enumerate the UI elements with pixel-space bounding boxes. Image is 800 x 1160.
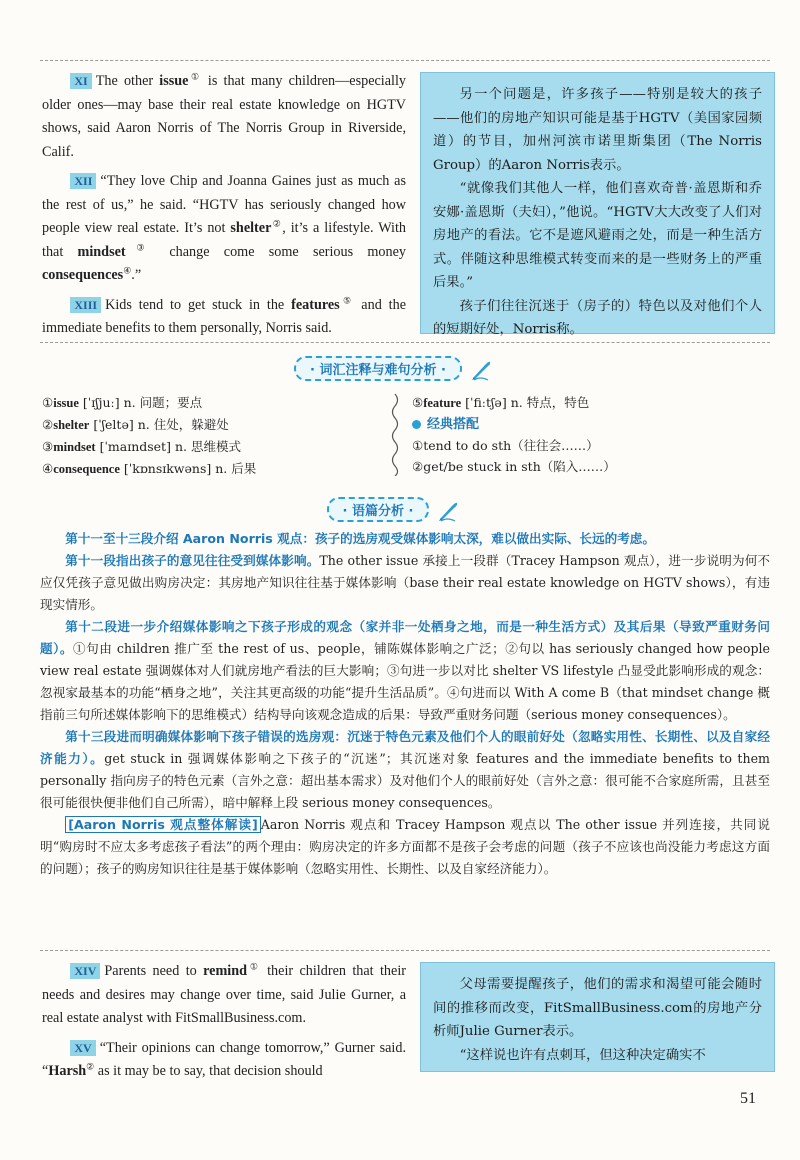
translation-paragraph: 另一个问题是，许多孩子——特别是较大的孩子——他们的房地产知识可能是基于HGTV（美国家园频道）的节目，加州河滨市诺里斯集团（The Norris Group）的Aaron Norris表示。 (433, 87, 762, 173)
vocab-item: ⑤feature [ˈfiːtʃə] n. 特点，特色 (412, 395, 590, 410)
para-number: XIII (70, 297, 101, 313)
analysis-paragraph: [Aaron Norris 观点整体解读] Aaron Norris 观点和 Tracey Hampson 观点以 The other issue 并列连接，共同说明“购房时不应太多考虑孩子看法”的两个理由：购房决定的许多方面都不是孩子会考虑的问题（孩子不应该也尚没能力考虑这方面的问题）；孩子的购房知识往往是基于媒体影响（忽略实用性、长期性、以及自家经济能力）。 (40, 817, 770, 876)
interpretation-tag: [Aaron Norris 观点整体解读] (65, 816, 261, 833)
paragraph-12: XII “They love Chip and Joanna Gaines just as much as the rest of us,” he said. “HGTV has seriously changed how people view real estate. It’s not shelter②, it’s a lifestyle. With that mindset③ change come some serious money consequences④.” (42, 173, 407, 283)
vocab-item: ④consequence [ˈkɒnsɪkwəns] n. 后果 (42, 461, 257, 476)
english-passage-bottom (42, 960, 406, 1090)
translation-paragraph: “就像我们其他人一样，他们喜欢奇普·盖恩斯和乔安娜·盖恩斯（夫妇），”他说。“HGTV大大改变了人们对房地产的看法。它不是遮风避雨之处，而是一种生活方式。伴随这种思维模式转变而来的是一些财务上的严重后果。” (433, 181, 762, 290)
analysis-paragraph: 第十一段指出孩子的意见往往受到媒体影响。The other issue 承接上一段群（Tracey Hampson 观点），进一步说明为何不应仅凭孩子意见做出购房决定：其房地产知识往往基于媒体影响（base their real estate knowledge on HGTV shows），有违现实情形。 (40, 553, 771, 612)
collocation-heading: 经典搭配 (412, 414, 616, 435)
vocab-item: ①issue [ˈɪʃjuː] n. 问题；要点 (42, 395, 203, 410)
top-divider (40, 60, 770, 61)
section-divider (40, 950, 770, 951)
vocab-list-right (412, 392, 616, 477)
paragraph-15: XV “Their opinions can change tomorrow,” Gurner said. “Harsh② as it may be to say, that decision should (42, 1039, 406, 1079)
vocab-item: ③mindset [ˈmaɪndset] n. 思维模式 (42, 439, 241, 454)
para-number: XII (70, 173, 96, 189)
paragraph-14: XIV Parents need to remind① their children that their needs and desires may change over time, said Julie Gurner, a real estate analyst with FitSmallBusiness.com. (42, 961, 406, 1026)
vocab-list-left (42, 392, 256, 480)
vocab-item: ②shelter [ˈʃeltə] n. 住处，躲避处 (42, 417, 229, 432)
para-number: XI (70, 73, 91, 89)
analysis-heading: 第十一至十三段介绍 Aaron Norris 观点：孩子的选房观受媒体影响太深，难以做出实际、长远的考虑。 (65, 531, 655, 546)
para-number: XV (70, 1040, 95, 1056)
translation-box-top (420, 72, 775, 337)
para-number: XIV (70, 963, 100, 979)
translation-paragraph: “这样说也许有点刺耳，但这种决定确实不 (459, 1047, 706, 1063)
analysis-paragraph: 第十三段进而明确媒体影响下孩子错误的选房观：沉迷于特色元素及他们个人的眼前好处（忽略实用性、长期性、以及自家经济能力）。get stuck in 强调媒体影响之下孩子的“沉迷”；其沉迷对象 features and the immediate benefits to them personally 指向房子的特色元素（言外之意：超出基本需求）及对他们个人的眼前好处（言外之意：很可能不合家庭所需，且甚至很可能很快便非他们自己所需），暗中解释上段 serious money consequences。 (40, 729, 770, 810)
page-number: 51 (740, 1090, 756, 1107)
translation-paragraph: 孩子们往往沉迷于（房子的）特色以及对他们个人的短期好处，Norris称。 (433, 298, 762, 337)
section-divider (40, 342, 770, 343)
translation-paragraph: 父母需要提醒孩子，他们的需求和渴望可能会随时间的推移而改变，FitSmallBusiness.com的房地产分析师Julie Gurner表示。 (433, 977, 762, 1039)
paragraph-13: XIII Kids tend to get stuck in the features⑤ and the immediate benefits to them personally, Norris said. (42, 294, 406, 336)
quill-pen-icon (470, 359, 492, 381)
analysis-section-title: · 语篇分析 · (278, 497, 508, 522)
paragraph-11: XI The other issue① is that many children—especially older ones—may base their real estate knowledge on HGTV shows, said Aaron Norris of The Norris Group in Riverside, Calif. (42, 71, 407, 160)
decorative-divider-icon (388, 392, 402, 476)
quill-pen-icon (437, 500, 459, 522)
discourse-analysis (40, 528, 770, 880)
analysis-paragraph: 第十二段进一步介绍媒体影响之下孩子形成的观念（家并非一处栖身之地，而是一种生活方式）及其后果（导致严重财务问题）。①句由 children 推广至 the rest of us、people，铺陈媒体影响之广泛；②句以 has seriously changed how people view real estate 强调媒体对人们就房地产看法的巨大影响；③句进一步以对比 shelter VS lifestyle 凸显受此影响形成的观念：忽视家最基本的功能“栖身之地”，关注其更高级的功能“提升生活品质”。④句进而以 With A come B（that mindset change 概指前三句所述媒体影响下的思维模式）结构导向该观念造成的后果：导致严重财务问题（serious money consequences）。 (40, 619, 770, 722)
collocation-item: ①tend to do sth（往往会……） (412, 438, 599, 453)
translation-box-bottom (420, 962, 775, 1072)
english-passage-top (42, 70, 406, 347)
bullet-dot-icon (412, 420, 421, 429)
collocation-item: ②get/be stuck in sth（陷入……） (412, 459, 616, 474)
vocab-section-title: · 词汇注释与难句分析 · (278, 356, 508, 381)
